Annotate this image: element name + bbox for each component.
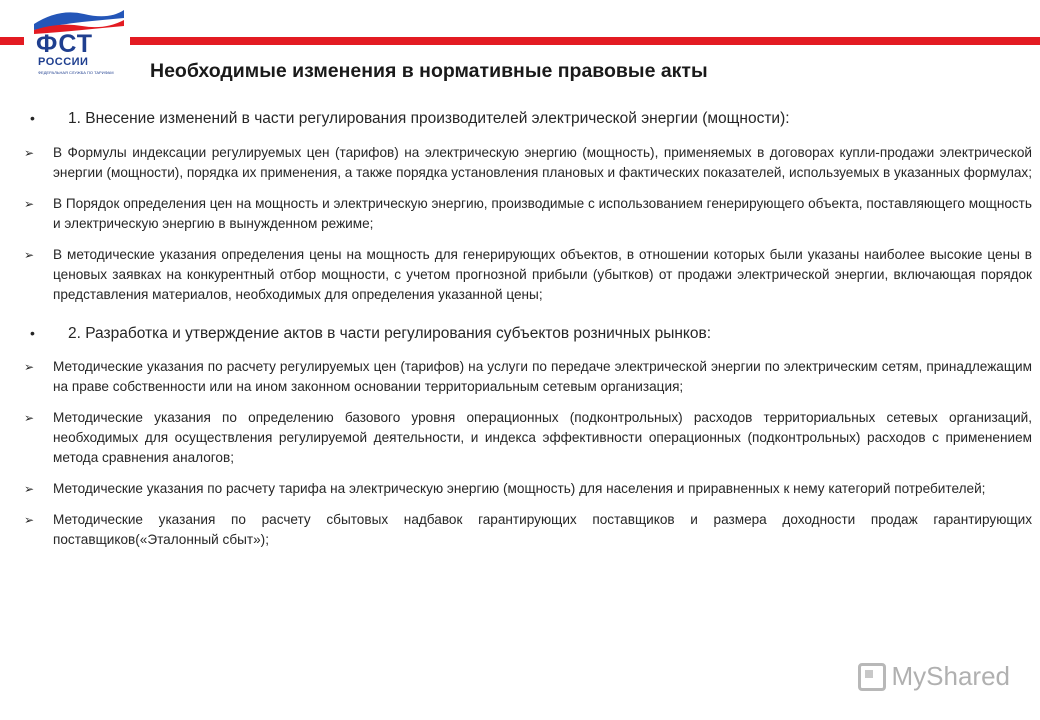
list-item-text: В Порядок определения цен на мощность и электрическую энергию, производимые с использованием генерирующего объекта, поставляющего мощность и электрическую энергию в вынужденном режиме; xyxy=(53,196,1032,231)
slide-content xyxy=(22,110,1032,550)
list-item xyxy=(22,245,1032,305)
watermark xyxy=(858,661,1011,692)
list-item-text: В Формулы индексации регулируемых цен (тарифов) на электрическую энергию (мощность), применяемых в договорах купли-продажи электрической энергии (мощности), порядка их применения, а также порядка установления плановых и фактических показателей, используемых в указанных формулах; xyxy=(53,145,1033,180)
arrow-bullet-icon: ➢ xyxy=(24,411,35,425)
arrow-bullet-icon: ➢ xyxy=(24,513,35,527)
header-accent-bar-left xyxy=(0,37,24,45)
arrow-bullet-icon: ➢ xyxy=(24,197,35,211)
list-item xyxy=(22,357,1032,397)
list-item xyxy=(22,479,1032,499)
list-item xyxy=(22,510,1032,550)
logo-subtitle: ФЕДЕРАЛЬНАЯ СЛУЖБА ПО ТАРИФАМ xyxy=(38,70,114,75)
list-item xyxy=(22,194,1032,234)
watermark-icon xyxy=(858,663,886,691)
list-item-text: В методические указания определения цены на мощность для генерирующих объектов, в отношении которых были указаны наиболее высокие цены в ценовых заявках на конкурентный отбор мощности, с учетом прогнозной прибыли (убытков) от продажи электрической энергии, включающая порядок представления материалов, необходимых для определения указанной цены; xyxy=(53,247,1032,302)
list-item xyxy=(22,408,1032,468)
slide-title: Необходимые изменения в нормативные правовые акты xyxy=(150,60,708,82)
bullet-dot: • xyxy=(30,110,35,126)
list-item-text: Методические указания по расчету сбытовых надбавок гарантирующих поставщиков и размера доходности продаж гарантирующих поставщиков(«Эталонный сбыт»); xyxy=(53,512,1032,547)
logo-abbreviation: ФСТ xyxy=(36,30,94,58)
header-accent-bar xyxy=(130,37,1040,45)
list-item-text: Методические указания по расчету регулируемых цен (тарифов) на услуги по передаче электрической энергии по электрическим сетям, принадлежащим на праве собственности или на ином законном основании территориальным сетевым организация; xyxy=(53,359,1032,394)
arrow-bullet-icon: ➢ xyxy=(24,146,35,160)
watermark-text: MyShared xyxy=(891,661,1010,691)
list-item-text: Методические указания по определению базового уровня операционных (подконтрольных) расходов территориальных сетевых организаций, необходимых для осуществления регулируемой деятельности, и индекса эффективности операционных (подконтрольных) расходов с применением метода сравнения аналогов; xyxy=(53,410,1032,465)
fst-logo xyxy=(24,4,128,82)
section-heading xyxy=(22,110,1032,128)
section-heading xyxy=(22,325,1032,343)
arrow-bullet-icon: ➢ xyxy=(24,482,35,496)
list-item-text: Методические указания по расчету тарифа на электрическую энергию (мощность) для населения и приравненных к нему категорий потребителей; xyxy=(53,481,986,496)
section-heading-text: 1. Внесение изменений в части регулирования производителей электрической энергии (мощности): xyxy=(68,110,790,127)
list-item xyxy=(22,143,1032,183)
arrow-bullet-icon: ➢ xyxy=(24,248,35,262)
arrow-bullet-icon: ➢ xyxy=(24,360,35,374)
logo-country: РОССИИ xyxy=(38,56,89,68)
section-heading-text: 2. Разработка и утверждение актов в части регулирования субъектов розничных рынков: xyxy=(68,325,712,342)
bullet-dot: • xyxy=(30,325,35,341)
